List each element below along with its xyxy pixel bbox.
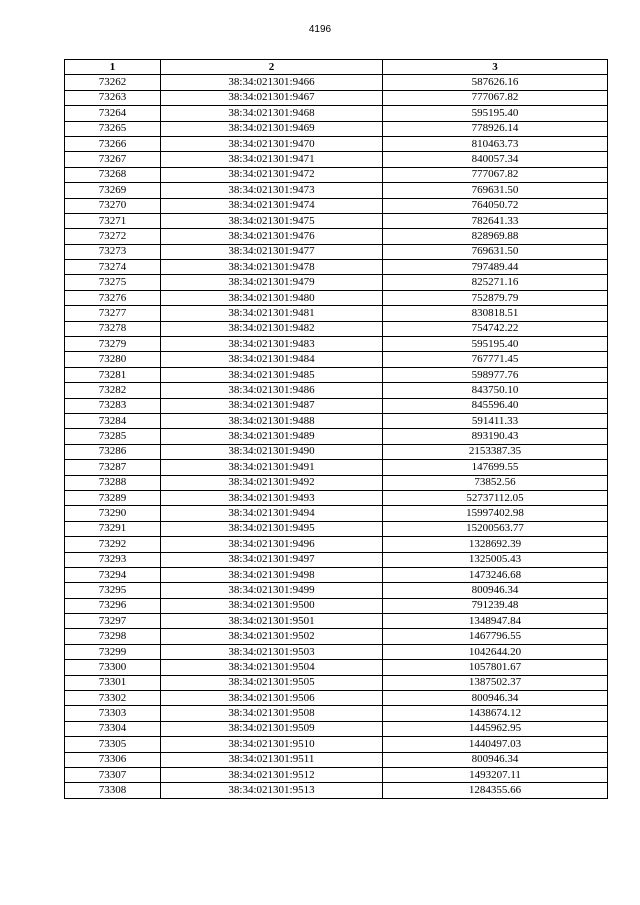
value-cell: 778926.14 xyxy=(383,121,608,136)
value-cell: 587626.16 xyxy=(383,75,608,90)
table-row xyxy=(65,229,608,244)
cadastral-number-cell: 38:34:021301:9481 xyxy=(161,306,383,321)
row-number-cell: 73298 xyxy=(65,629,161,644)
value-cell: 1445962.95 xyxy=(383,721,608,736)
table-row xyxy=(65,629,608,644)
header-row xyxy=(65,60,608,75)
table-row xyxy=(65,691,608,706)
row-number-cell: 73306 xyxy=(65,752,161,767)
row-number-cell: 73305 xyxy=(65,737,161,752)
cadastral-number-cell: 38:34:021301:9487 xyxy=(161,398,383,413)
table-row xyxy=(65,475,608,490)
value-cell: 147699.55 xyxy=(383,460,608,475)
cadastral-number-cell: 38:34:021301:9483 xyxy=(161,337,383,352)
table-row xyxy=(65,444,608,459)
row-number-cell: 73266 xyxy=(65,136,161,151)
row-number-cell: 73284 xyxy=(65,413,161,428)
row-number-cell: 73308 xyxy=(65,783,161,798)
table-row xyxy=(65,213,608,228)
cadastral-number-cell: 38:34:021301:9509 xyxy=(161,721,383,736)
value-cell: 769631.50 xyxy=(383,183,608,198)
table-row xyxy=(65,537,608,552)
cadastral-number-cell: 38:34:021301:9489 xyxy=(161,429,383,444)
row-number-cell: 73288 xyxy=(65,475,161,490)
value-cell: 791239.48 xyxy=(383,598,608,613)
row-number-cell: 73278 xyxy=(65,321,161,336)
cadastral-number-cell: 38:34:021301:9493 xyxy=(161,490,383,505)
cadastral-number-cell: 38:34:021301:9486 xyxy=(161,383,383,398)
row-number-cell: 73281 xyxy=(65,367,161,382)
value-cell: 764050.72 xyxy=(383,198,608,213)
table-row xyxy=(65,306,608,321)
cadastral-number-cell: 38:34:021301:9505 xyxy=(161,675,383,690)
cadastral-number-cell: 38:34:021301:9482 xyxy=(161,321,383,336)
value-cell: 1438674.12 xyxy=(383,706,608,721)
table-row xyxy=(65,198,608,213)
table-row xyxy=(65,767,608,782)
table-row xyxy=(65,337,608,352)
table-row xyxy=(65,583,608,598)
value-cell: 777067.82 xyxy=(383,167,608,182)
row-number-cell: 73262 xyxy=(65,75,161,90)
cadastral-number-cell: 38:34:021301:9491 xyxy=(161,460,383,475)
row-number-cell: 73264 xyxy=(65,106,161,121)
table-row xyxy=(65,598,608,613)
table-header xyxy=(65,60,608,75)
row-number-cell: 73271 xyxy=(65,213,161,228)
value-cell: 782641.33 xyxy=(383,213,608,228)
cadastral-number-cell: 38:34:021301:9501 xyxy=(161,614,383,629)
column-header-1: 1 xyxy=(65,60,161,75)
value-cell: 767771.45 xyxy=(383,352,608,367)
cadastral-number-cell: 38:34:021301:9469 xyxy=(161,121,383,136)
table-row xyxy=(65,367,608,382)
row-number-cell: 73289 xyxy=(65,490,161,505)
value-cell: 52737112.05 xyxy=(383,490,608,505)
cadastral-number-cell: 38:34:021301:9473 xyxy=(161,183,383,198)
value-cell: 1325005.43 xyxy=(383,552,608,567)
cadastral-value-table xyxy=(64,59,608,799)
cadastral-number-cell: 38:34:021301:9475 xyxy=(161,213,383,228)
cadastral-number-cell: 38:34:021301:9494 xyxy=(161,506,383,521)
table-row xyxy=(65,752,608,767)
row-number-cell: 73296 xyxy=(65,598,161,613)
table-row xyxy=(65,352,608,367)
cadastral-number-cell: 38:34:021301:9502 xyxy=(161,629,383,644)
row-number-cell: 73303 xyxy=(65,706,161,721)
cadastral-number-cell: 38:34:021301:9474 xyxy=(161,198,383,213)
table-row xyxy=(65,675,608,690)
row-number-cell: 73290 xyxy=(65,506,161,521)
page-number: 4196 xyxy=(308,24,332,35)
table-row xyxy=(65,783,608,798)
row-number-cell: 73279 xyxy=(65,337,161,352)
row-number-cell: 73282 xyxy=(65,383,161,398)
cadastral-number-cell: 38:34:021301:9484 xyxy=(161,352,383,367)
cadastral-number-cell: 38:34:021301:9513 xyxy=(161,783,383,798)
value-cell: 1348947.84 xyxy=(383,614,608,629)
table-row xyxy=(65,244,608,259)
row-number-cell: 73304 xyxy=(65,721,161,736)
value-cell: 797489.44 xyxy=(383,260,608,275)
value-cell: 828969.88 xyxy=(383,229,608,244)
table-row xyxy=(65,737,608,752)
value-cell: 840057.34 xyxy=(383,152,608,167)
value-cell: 1473246.68 xyxy=(383,567,608,582)
table-row xyxy=(65,398,608,413)
cadastral-number-cell: 38:34:021301:9511 xyxy=(161,752,383,767)
value-cell: 15200563.77 xyxy=(383,521,608,536)
value-cell: 1440497.03 xyxy=(383,737,608,752)
value-cell: 1493207.11 xyxy=(383,767,608,782)
table-row xyxy=(65,183,608,198)
table-row xyxy=(65,90,608,105)
cadastral-number-cell: 38:34:021301:9477 xyxy=(161,244,383,259)
row-number-cell: 73268 xyxy=(65,167,161,182)
row-number-cell: 73292 xyxy=(65,537,161,552)
table-body xyxy=(65,75,608,798)
table-row xyxy=(65,644,608,659)
cadastral-number-cell: 38:34:021301:9496 xyxy=(161,537,383,552)
value-cell: 769631.50 xyxy=(383,244,608,259)
cadastral-number-cell: 38:34:021301:9478 xyxy=(161,260,383,275)
row-number-cell: 73286 xyxy=(65,444,161,459)
row-number-cell: 73277 xyxy=(65,306,161,321)
cadastral-number-cell: 38:34:021301:9510 xyxy=(161,737,383,752)
value-cell: 810463.73 xyxy=(383,136,608,151)
cadastral-number-cell: 38:34:021301:9498 xyxy=(161,567,383,582)
row-number-cell: 73276 xyxy=(65,290,161,305)
value-cell: 845596.40 xyxy=(383,398,608,413)
table-row xyxy=(65,75,608,90)
row-number-cell: 73295 xyxy=(65,583,161,598)
row-number-cell: 73273 xyxy=(65,244,161,259)
value-cell: 800946.34 xyxy=(383,752,608,767)
row-number-cell: 73275 xyxy=(65,275,161,290)
table-row xyxy=(65,413,608,428)
value-cell: 598977.76 xyxy=(383,367,608,382)
column-header-3: 3 xyxy=(383,60,608,75)
value-cell: 777067.82 xyxy=(383,90,608,105)
cadastral-number-cell: 38:34:021301:9488 xyxy=(161,413,383,428)
table-row xyxy=(65,460,608,475)
row-number-cell: 73302 xyxy=(65,691,161,706)
cadastral-number-cell: 38:34:021301:9472 xyxy=(161,167,383,182)
row-number-cell: 73285 xyxy=(65,429,161,444)
row-number-cell: 73307 xyxy=(65,767,161,782)
table-row xyxy=(65,706,608,721)
value-cell: 893190.43 xyxy=(383,429,608,444)
value-cell: 73852.56 xyxy=(383,475,608,490)
value-cell: 752879.79 xyxy=(383,290,608,305)
value-cell: 825271.16 xyxy=(383,275,608,290)
value-cell: 2153387.35 xyxy=(383,444,608,459)
value-cell: 1057801.67 xyxy=(383,660,608,675)
value-cell: 843750.10 xyxy=(383,383,608,398)
table-row xyxy=(65,275,608,290)
table-row xyxy=(65,660,608,675)
cadastral-number-cell: 38:34:021301:9512 xyxy=(161,767,383,782)
cadastral-number-cell: 38:34:021301:9490 xyxy=(161,444,383,459)
row-number-cell: 73274 xyxy=(65,260,161,275)
row-number-cell: 73291 xyxy=(65,521,161,536)
cadastral-number-cell: 38:34:021301:9499 xyxy=(161,583,383,598)
table-row xyxy=(65,614,608,629)
table-row xyxy=(65,106,608,121)
row-number-cell: 73294 xyxy=(65,567,161,582)
table-row xyxy=(65,429,608,444)
row-number-cell: 73287 xyxy=(65,460,161,475)
value-cell: 1387502.37 xyxy=(383,675,608,690)
cadastral-number-cell: 38:34:021301:9506 xyxy=(161,691,383,706)
table-row xyxy=(65,167,608,182)
table-row xyxy=(65,260,608,275)
value-cell: 595195.40 xyxy=(383,106,608,121)
cadastral-number-cell: 38:34:021301:9497 xyxy=(161,552,383,567)
cadastral-number-cell: 38:34:021301:9495 xyxy=(161,521,383,536)
row-number-cell: 73267 xyxy=(65,152,161,167)
cadastral-number-cell: 38:34:021301:9485 xyxy=(161,367,383,382)
table-row xyxy=(65,121,608,136)
row-number-cell: 73293 xyxy=(65,552,161,567)
row-number-cell: 73300 xyxy=(65,660,161,675)
value-cell: 1042644.20 xyxy=(383,644,608,659)
row-number-cell: 73270 xyxy=(65,198,161,213)
value-cell: 591411.33 xyxy=(383,413,608,428)
cadastral-number-cell: 38:34:021301:9479 xyxy=(161,275,383,290)
value-cell: 1328692.39 xyxy=(383,537,608,552)
value-cell: 15997402.98 xyxy=(383,506,608,521)
cadastral-number-cell: 38:34:021301:9480 xyxy=(161,290,383,305)
table-row xyxy=(65,567,608,582)
value-cell: 1467796.55 xyxy=(383,629,608,644)
cadastral-number-cell: 38:34:021301:9471 xyxy=(161,152,383,167)
cadastral-number-cell: 38:34:021301:9500 xyxy=(161,598,383,613)
value-cell: 800946.34 xyxy=(383,583,608,598)
table-row xyxy=(65,521,608,536)
row-number-cell: 73272 xyxy=(65,229,161,244)
table-row xyxy=(65,721,608,736)
cadastral-number-cell: 38:34:021301:9476 xyxy=(161,229,383,244)
table-row xyxy=(65,321,608,336)
cadastral-number-cell: 38:34:021301:9492 xyxy=(161,475,383,490)
row-number-cell: 73283 xyxy=(65,398,161,413)
row-number-cell: 73297 xyxy=(65,614,161,629)
value-cell: 800946.34 xyxy=(383,691,608,706)
value-cell: 595195.40 xyxy=(383,337,608,352)
table-row xyxy=(65,506,608,521)
value-cell: 754742.22 xyxy=(383,321,608,336)
cadastral-number-cell: 38:34:021301:9470 xyxy=(161,136,383,151)
value-cell: 1284355.66 xyxy=(383,783,608,798)
cadastral-number-cell: 38:34:021301:9504 xyxy=(161,660,383,675)
row-number-cell: 73299 xyxy=(65,644,161,659)
table-row xyxy=(65,552,608,567)
column-header-2: 2 xyxy=(161,60,383,75)
table-row xyxy=(65,383,608,398)
table-row xyxy=(65,136,608,151)
row-number-cell: 73263 xyxy=(65,90,161,105)
cadastral-number-cell: 38:34:021301:9468 xyxy=(161,106,383,121)
row-number-cell: 73301 xyxy=(65,675,161,690)
row-number-cell: 73265 xyxy=(65,121,161,136)
value-cell: 830818.51 xyxy=(383,306,608,321)
table-row xyxy=(65,290,608,305)
cadastral-number-cell: 38:34:021301:9503 xyxy=(161,644,383,659)
cadastral-number-cell: 38:34:021301:9467 xyxy=(161,90,383,105)
row-number-cell: 73269 xyxy=(65,183,161,198)
table-row xyxy=(65,490,608,505)
row-number-cell: 73280 xyxy=(65,352,161,367)
table-row xyxy=(65,152,608,167)
cadastral-number-cell: 38:34:021301:9466 xyxy=(161,75,383,90)
cadastral-number-cell: 38:34:021301:9508 xyxy=(161,706,383,721)
